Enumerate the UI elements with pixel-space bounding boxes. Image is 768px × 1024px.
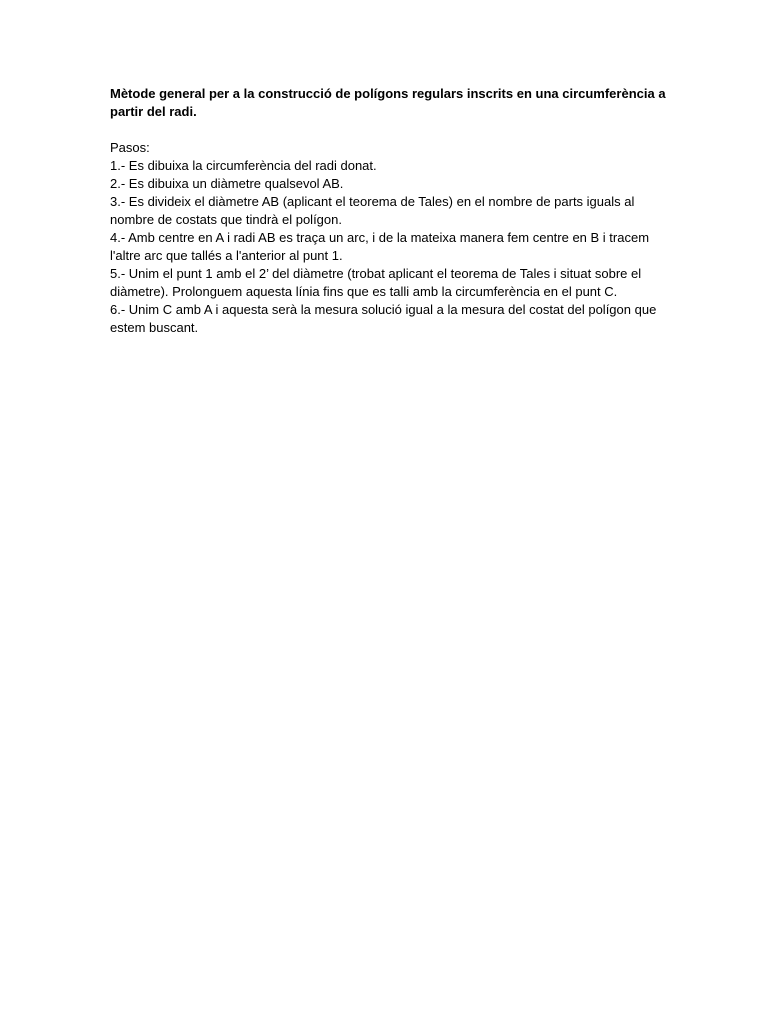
step-3: 3.- Es divideix el diàmetre AB (aplicant el teorema de Tales) en el nombre de parts iguals al nombre de costats que tindrà el polígon. bbox=[110, 194, 635, 227]
step-6: 6.- Unim C amb A i aquesta serà la mesura solució igual a la mesura del costat del polígon que estem buscant. bbox=[110, 302, 657, 335]
document-page bbox=[110, 85, 670, 337]
step-1: 1.- Es dibuixa la circumferència del radi donat. bbox=[110, 158, 377, 173]
step-4: 4.- Amb centre en A i radi AB es traça un arc, i de la mateixa manera fem centre en B i tracem l'altre arc que tallés a l'anterior al punt 1. bbox=[110, 230, 650, 263]
document-title: Mètode general per a la construcció de polígons regulars inscrits en una circumferència a partir del radi. bbox=[110, 86, 666, 119]
step-5: 5.- Unim el punt 1 amb el 2’ del diàmetre (trobat aplicant el teorema de Tales i situat sobre el diàmetre). Prolonguem aquesta línia fins que es talli amb la circumferència en el punt C. bbox=[110, 266, 642, 299]
steps-heading: Pasos: bbox=[110, 140, 150, 155]
spacer bbox=[110, 121, 670, 139]
step-2: 2.- Es dibuixa un diàmetre qualsevol AB. bbox=[110, 176, 344, 191]
